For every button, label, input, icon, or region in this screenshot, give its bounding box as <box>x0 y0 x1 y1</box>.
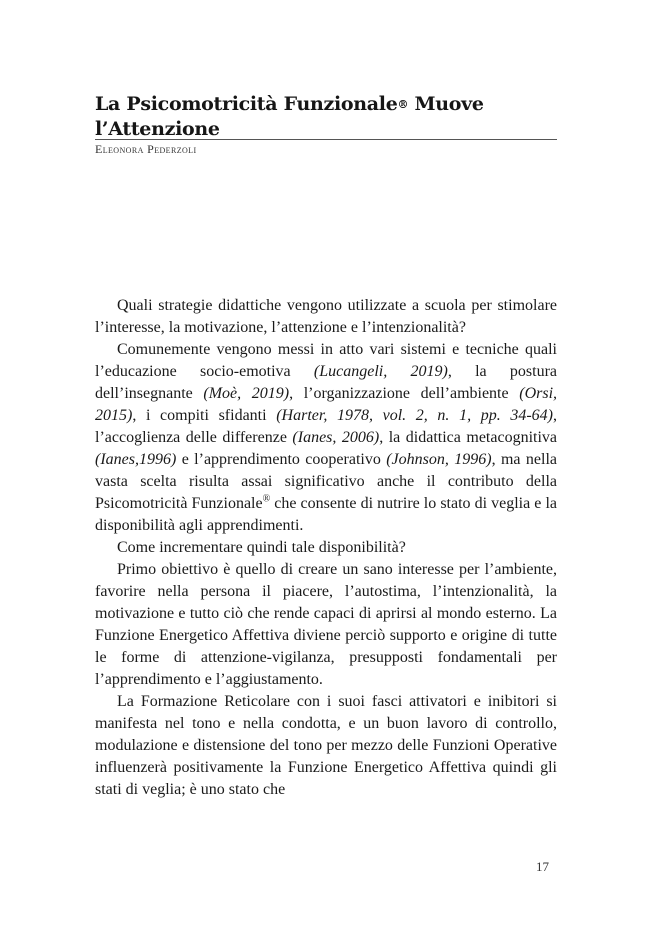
text-run: che consente di nutrire lo stato di veglia e la disponibilità agli apprendimenti. <box>95 495 557 534</box>
title-line2: l’Attenzione <box>95 118 220 140</box>
paragraph-3: Come incrementare quindi tale disponibilità? <box>117 539 406 556</box>
text-run: , l’organizzazione dell’ambiente <box>289 385 520 402</box>
chapter-title <box>95 93 560 140</box>
body-text <box>95 295 557 801</box>
title-divider <box>95 139 557 140</box>
citation: (Ianes, 2006) <box>292 429 380 446</box>
citation: (Lucangeli, 2019) <box>313 363 448 380</box>
text-run: e l’apprendimento cooperativo <box>176 451 387 468</box>
text-run: , la didattica metacognitiva <box>379 429 557 446</box>
citation: (Orsi, 2015) <box>95 385 558 424</box>
text-run: , l’accoglienza delle differenze <box>95 407 558 446</box>
citation: (Ianes,1996) <box>95 451 177 468</box>
paragraph-1: Quali strategie didattiche vengono utilizzate a scuola per stimolare l’interesse, la motivazione, l’attenzione e l’intenzionalità? <box>95 297 557 336</box>
text-run: , ma nella vasta scelta risulta assai significativo anche il contributo della Psicomotricità Funzionale <box>95 451 558 512</box>
author-name: Eleonora Pederzoli <box>95 142 197 156</box>
citation: (Harter, 1978, vol. 2, n. 1, pp. 34-64) <box>276 407 554 424</box>
paragraph-4: Primo obiettivo è quello di creare un sano interesse per l’ambiente, favorire nella persona il piacere, l’autostima, l’intenzionalità, la motivazione e tutto ciò che rende capaci di aprirsi al mondo esterno. La Funzione Energetico Affettiva diviene perciò supporto e origine di tutte le forme di attenzione-vigilanza, presupposti fondamentali per l’apprendimento e l’aggiustamento. <box>95 561 557 688</box>
citation: (Moè, 2019) <box>203 385 290 402</box>
text-run: , i compiti sfidanti <box>132 407 277 424</box>
text-run: Comunemente vengono messi in atto vari sistemi e tecniche quali l’educazione socio-emotiva <box>95 341 557 380</box>
page-number: 17 <box>536 859 549 874</box>
text-run: , la postura dell’insegnante <box>95 363 558 402</box>
paragraph-2 <box>95 339 557 537</box>
registered-mark: ® <box>262 493 271 505</box>
registered-mark: ® <box>397 98 409 111</box>
citation: (Johnson, 1996) <box>386 451 492 468</box>
title-line1-a: La Psicomotricità Funzionale <box>95 93 398 115</box>
title-line1-b: Muove <box>408 93 484 115</box>
paragraph-5: La Formazione Reticolare con i suoi fasci attivatori e inibitori si manifesta nel tono e nella condotta, e un buon lavoro di controllo, modulazione e distensione del tono per mezzo delle Funzioni Operative influenzerà positivamente la Funzione Energetico Affettiva quindi gli stati di veglia; è uno stato che <box>95 693 557 798</box>
